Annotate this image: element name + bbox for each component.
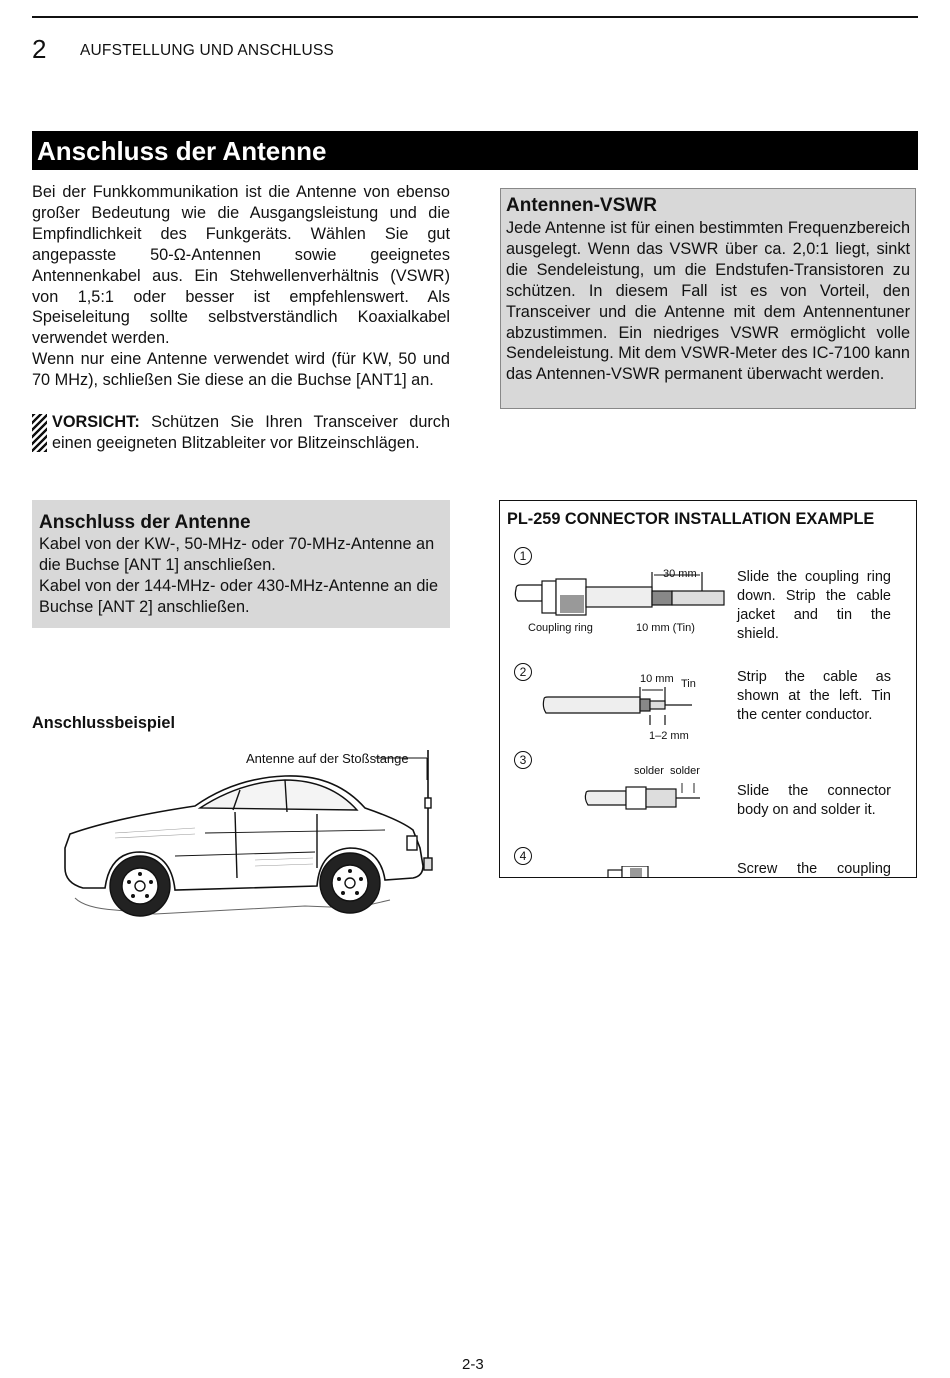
antenna-connection-box bbox=[32, 500, 450, 628]
dim-10mm-tin-label: 10 mm (Tin) bbox=[636, 622, 695, 634]
intro-paragraph-1: Bei der Funkkommunikation ist die Antenne von ebenso großer Bedeutung wie die Ausgangsleistung und die Empfindlichkeit des Funkgeräts. Wählen Sie gut angepasste 50-Ω-Antennen sowie geeignetes Antennenkabel aus. Ein Stehwellenverhältnis (VSWR) von 1,5:1 oder besser ist empfehlenswert. Als Speiseleitung sollte selbstverständlich Koaxialkabel verwendet werden. bbox=[32, 183, 450, 348]
step-1-number: 1 bbox=[514, 547, 532, 565]
connection-line-2: Kabel von der 144-MHz- oder 430-MHz-Antenne an die Buchse [ANT 2] anschließen. bbox=[39, 576, 439, 616]
page-number: 2-3 bbox=[462, 1356, 484, 1373]
coupling-ring-label: Coupling ring bbox=[528, 622, 593, 634]
antenna-label: Antenne auf der Stoßstange bbox=[246, 751, 409, 766]
solder-label-1: solder bbox=[634, 765, 664, 777]
pl259-example-box bbox=[499, 500, 917, 878]
step-2-diagram bbox=[540, 683, 700, 733]
step-3-number: 3 bbox=[514, 751, 532, 769]
connection-box-title: Anschluss der Antenne bbox=[39, 512, 251, 533]
step-2-number: 2 bbox=[514, 663, 532, 681]
step-1-text: Slide the coupling ring down. Strip the cable jacket and tin the shield. bbox=[737, 569, 891, 642]
dim-30mm-label: 30 mm bbox=[663, 568, 697, 580]
step-1-diagram bbox=[512, 565, 732, 625]
caution-note bbox=[32, 412, 450, 454]
header-rule bbox=[32, 16, 918, 18]
pl259-title: PL-259 CONNECTOR INSTALLATION EXAMPLE bbox=[507, 510, 875, 528]
chapter-title: AUFSTELLUNG UND ANSCHLUSS bbox=[80, 42, 334, 59]
caution-hatch-icon bbox=[32, 414, 47, 452]
step-3-text: Slide the connector body on and solder it. bbox=[737, 783, 891, 818]
vswr-info-box bbox=[500, 188, 916, 409]
vswr-text: Jede Antenne ist für einen bestimmten Frequenzbereich ausgelegt. Wenn das VSWR über ca. 2,0:1 liegt, sinkt die Sendeleistung, um die Endstufen-Transistoren zu schützen. In diesem Fall ist es von Vorteil, den Transceiver und die Antenne mit dem Antennentuner abzustimmen. Ein niedriges VSWR ermöglicht volle Sendeleistung. Mit dem VSWR-Meter des IC-7100 kann das Antennen-VSWR permanent überwacht werden. bbox=[506, 219, 910, 384]
vswr-title: Antennen-VSWR bbox=[506, 195, 657, 216]
tin-label: Tin bbox=[681, 678, 696, 690]
section-title: Anschluss der Antenne bbox=[37, 136, 327, 166]
step-3-diagram bbox=[582, 781, 712, 821]
step-4-text: Screw the coupling bbox=[737, 861, 891, 877]
intro-text bbox=[32, 182, 450, 391]
step-4-number: 4 bbox=[514, 847, 532, 865]
step-4-diagram bbox=[600, 866, 670, 878]
solder-label-2: solder bbox=[670, 765, 700, 777]
intro-paragraph-2: Wenn nur eine Antenne verwendet wird (für KW, 50 und 70 MHz), schließen Sie diese an die Buchse [ANT1] an. bbox=[32, 350, 450, 390]
section-title-bar bbox=[32, 131, 918, 170]
example-label: Anschlussbeispiel bbox=[32, 714, 175, 732]
connection-line-1: Kabel von der KW-, 50-MHz- oder 70-MHz-Antenne an die Buchse [ANT 1] anschließen. bbox=[39, 535, 435, 574]
chapter-number: 2 bbox=[32, 34, 47, 64]
car-illustration bbox=[55, 748, 445, 923]
dim-1-2mm-label: 1–2 mm bbox=[649, 730, 689, 742]
dim-10mm-label: 10 mm bbox=[640, 673, 674, 685]
caution-label: VORSICHT: bbox=[52, 413, 140, 431]
step-2-text: Strip the cable as shown at the left. Tin the center conductor. bbox=[737, 669, 891, 723]
caution-text: Schützen Sie Ihren Transceiver durch einen geeigneten Blitzableiter vor Blitzeinschlägen. bbox=[52, 413, 450, 452]
